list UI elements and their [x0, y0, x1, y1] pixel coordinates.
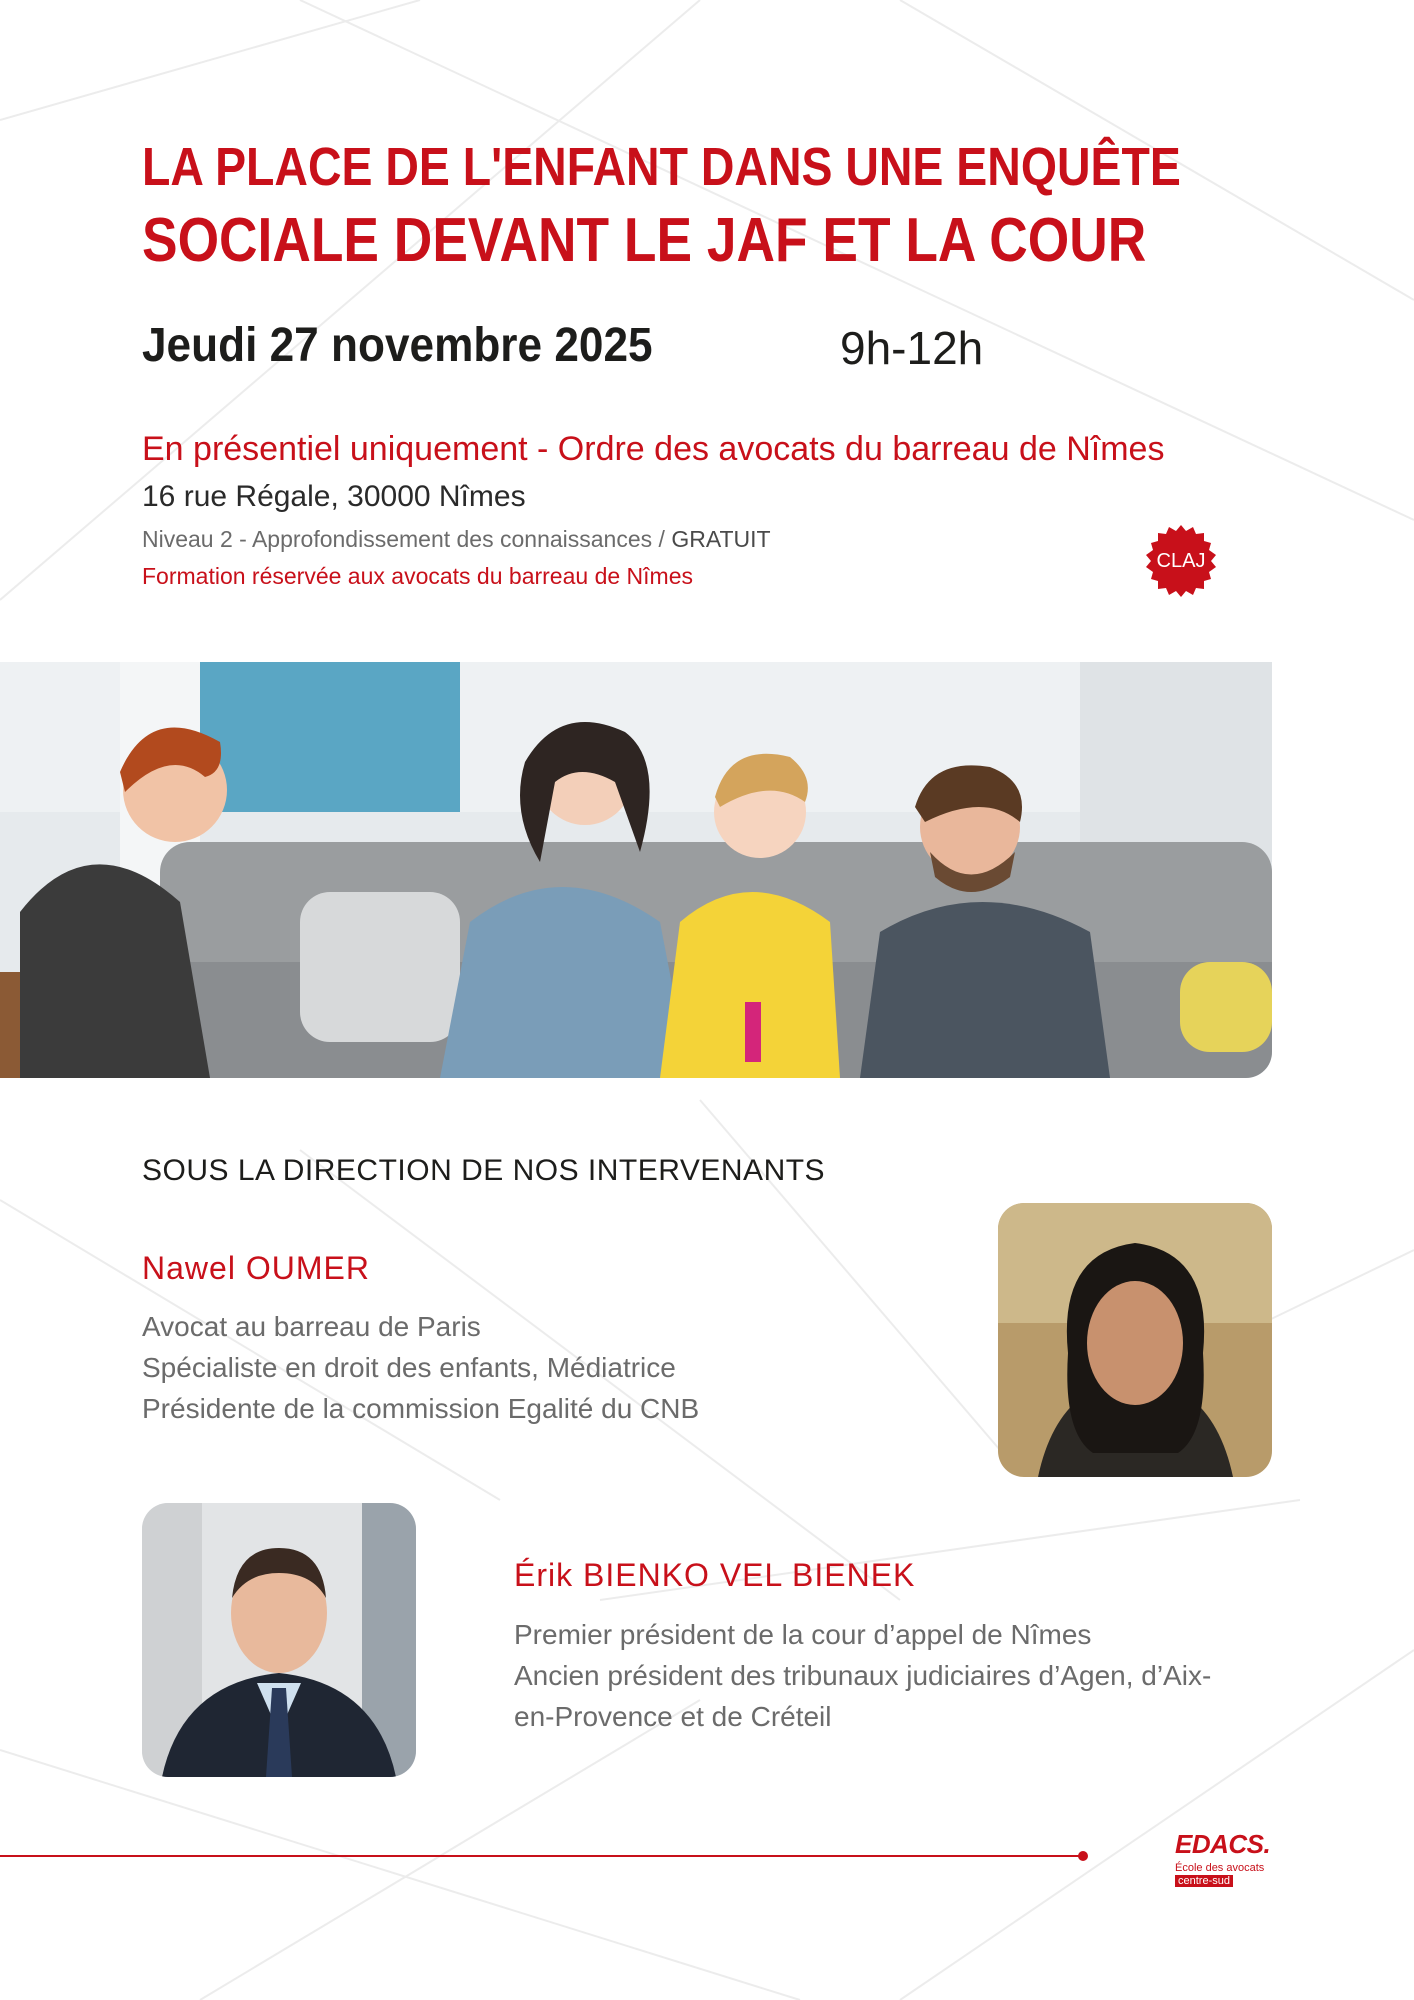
venue-label: - Ordre des avocats du barreau de Nîmes — [527, 430, 1165, 468]
event-time: 9h-12h — [840, 322, 984, 374]
speaker-2-line-3: en-Provence et de Créteil — [514, 1701, 832, 1732]
family-illustration — [0, 662, 1272, 1078]
title-line-2: SOCIALE DEVANT LE JAF ET LA COUR — [142, 206, 1147, 275]
speaker-1-photo — [998, 1203, 1272, 1477]
speaker-1-line-2: Spécialiste en droit des enfants, Médiatrice — [142, 1352, 676, 1383]
claj-badge — [1143, 523, 1219, 599]
footer-divider — [0, 1855, 1084, 1857]
claj-label: CLAJ — [1156, 549, 1206, 572]
portrait-man — [142, 1503, 416, 1777]
edacs-logo: EDACS. — [1175, 1829, 1271, 1859]
logo-band: centre-sud — [1175, 1875, 1233, 1887]
event-address: 16 rue Régale, 30000 Nîmes — [142, 480, 526, 513]
speakers-heading: SOUS LA DIRECTION DE NOS INTERVENANTS — [142, 1154, 826, 1187]
portrait-woman — [998, 1203, 1272, 1477]
level-text: Niveau 2 - Approfondissement des connaissances / — [142, 526, 672, 552]
price-text: GRATUIT — [671, 526, 771, 552]
speaker-1-line-3: Présidente de la commission Egalité du CNB — [142, 1393, 700, 1424]
speaker-2-line-1: Premier président de la cour d’appel de Nîmes — [514, 1619, 1092, 1650]
mode-label: En présentiel uniquement — [142, 430, 528, 468]
speaker-2-name: Érik BIENKO VEL BIENEK — [514, 1557, 916, 1593]
speaker-1-line-1: Avocat au barreau de Paris — [142, 1311, 481, 1342]
logo-subtitle: École des avocats — [1175, 1862, 1265, 1874]
hero-photo — [0, 662, 1272, 1078]
reserved-notice: Formation réservée aux avocats du barreau de Nîmes — [142, 563, 693, 589]
speaker-2-line-2: Ancien président des tribunaux judiciaires d’Agen, d’Aix- — [514, 1660, 1212, 1691]
training-level — [142, 524, 771, 554]
event-date: Jeudi 27 novembre 2025 — [142, 319, 653, 372]
speaker-2-photo — [142, 1503, 416, 1777]
speaker-1-name: Nawel OUMER — [142, 1250, 370, 1286]
title-line-1: LA PLACE DE L'ENFANT DANS UNE ENQUÊTE — [142, 137, 1181, 197]
footer-divider-dot — [1078, 1851, 1088, 1861]
event-mode — [142, 428, 1164, 470]
